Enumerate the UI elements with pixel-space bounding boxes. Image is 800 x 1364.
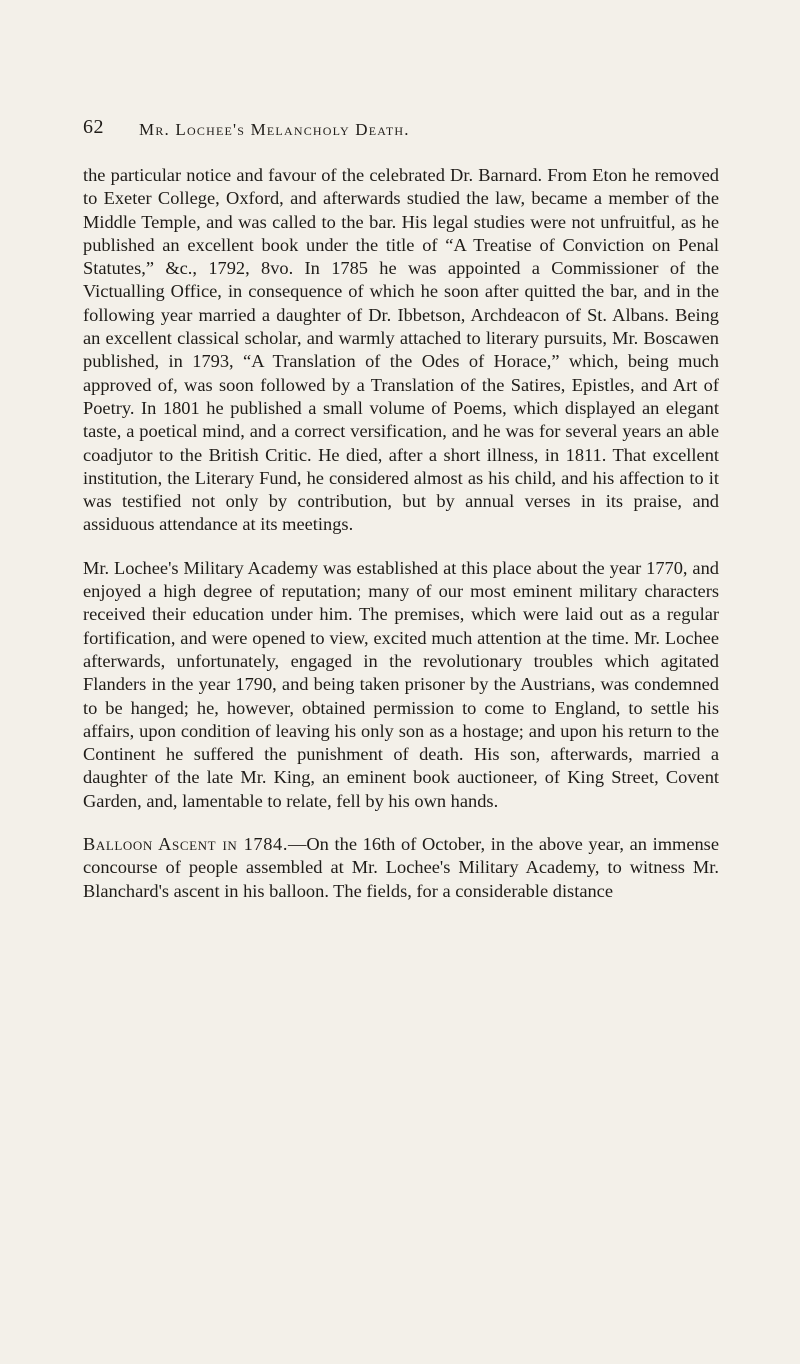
running-title: Mr. Lochee's Melancholy Death.: [139, 120, 410, 139]
paragraph-military-academy: Mr. Lochee's Military Academy was established at this place about the year 1770, and enjoyed a high degree of reputation; many of our most eminent military characters received their education under him. The premises, which were laid out as a regular fortification, and were opened to view, excited much attention at the time. Mr. Lochee afterwards, unfortunately, engaged in the revolutionary troubles which agitated Flanders in the year 1790, and being taken prisoner by the Austrians, was condemned to be hanged; he, however, obtained permission to come to England, to settle his affairs, upon condition of leaving his only son as a hostage; and upon his return to the Continent he suffered the punishment of death. His son, afterwards, married a daughter of the late Mr. King, an eminent book auctioneer, of King Street, Covent Garden, and, lamentable to relate, fell by his own hands.: [83, 557, 719, 811]
paragraph-balloon-ascent: [83, 833, 719, 903]
paragraph-boscawen: the particular notice and favour of the celebrated Dr. Barnard. From Eton he removed to Exeter College, Oxford, and afterwards studied the law, became a member of the Middle Temple, and was called to the bar. His legal studies were not unfruitful, as he published an excellent book under the title of “A Treatise of Conviction on Penal Statutes,” &c., 1792, 8vo. In 1785 he was appointed a Commissioner of the Victualling Office, in consequence of which he soon after quitted the bar, and in the following year married a daughter of Dr. Ibbetson, Archdeacon of St. Albans. Being an excellent classical scholar, and warmly attached to literary pursuits, Mr. Boscawen published, in 1793, “A Translation of the Odes of Horace,” which, being much approved of, was soon followed by a Translation of the Satires, Epistles, and Art of Poetry. In 1801 he published a small volume of Poems, which displayed an elegant taste, a poetical mind, and a correct versification, and he was for several years an able coadjutor to the British Critic. He died, after a short illness, in 1811. That excellent institution, the Literary Fund, he considered almost as his child, and his affection to it was testified not only by contribution, but by annual verses in its praise, and assiduous attendance at its meetings.: [83, 165, 719, 535]
page-number: 62: [83, 116, 104, 138]
balloon-ascent-text: —On the 16th of October, in the above year, an immense concourse of people assembled at Mr. Lochee's Military Academy, to witness Mr. Blanchard's ascent in his balloon. The fields, for a considerable distance: [83, 834, 719, 901]
running-head: [0, 116, 800, 146]
body-text: [83, 164, 719, 903]
balloon-ascent-heading: Balloon Ascent in 1784.: [83, 834, 289, 855]
